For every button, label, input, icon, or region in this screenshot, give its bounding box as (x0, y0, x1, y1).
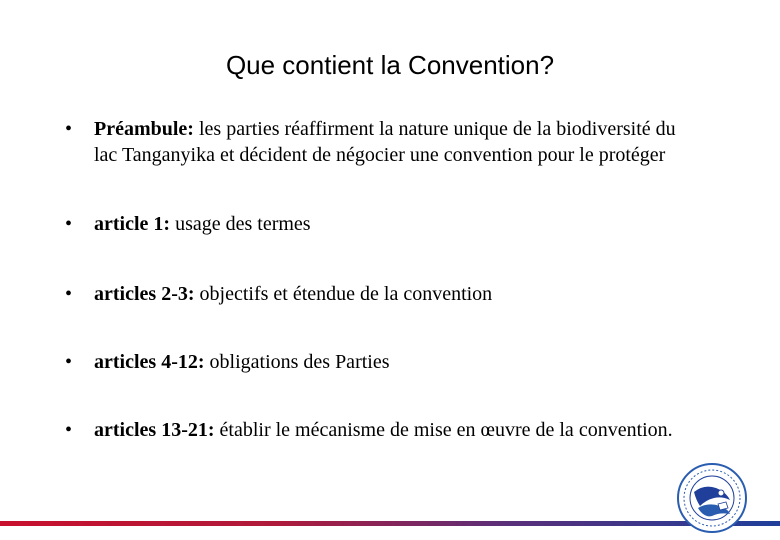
bullet-dot-icon: • (65, 351, 73, 373)
bullet-dot-icon: • (65, 118, 73, 140)
bullet-text: obligations des Parties (204, 351, 390, 373)
bullet-dot-icon: • (65, 419, 73, 441)
bullet-dot-icon: • (65, 213, 73, 235)
bullet-term: articles 4-12: (94, 351, 205, 373)
bullet-item-articles-2-3 (62, 281, 682, 307)
bullet-text: usage des termes (170, 213, 311, 235)
bullet-text: objectifs et étendue de la convention (194, 283, 493, 305)
footer-gradient-line (0, 521, 780, 526)
bullet-list (62, 116, 682, 443)
bullet-dot-icon: • (65, 283, 73, 305)
slide-title: Que contient la Convention? (225, 50, 555, 80)
bullet-item-articles-4-12 (62, 349, 682, 375)
bullet-term: Préambule: (94, 118, 194, 140)
bullet-item-articles-13-21 (62, 417, 682, 443)
bullet-item-preambule (62, 116, 682, 168)
bullet-term: articles 13-21: (94, 419, 215, 441)
bullet-term: article 1: (94, 213, 171, 235)
bullet-item-article-1 (62, 211, 682, 237)
bullet-term: articles 2-3: (94, 283, 195, 305)
bullet-text: les parties réaffirment la nature unique de la biodiversité du lac Tanganyika et décident de négocier une convention pour le protéger (94, 118, 676, 166)
lake-tanganyika-biodiversity-project-logo-icon (676, 462, 748, 534)
bullet-text: établir le mécanisme de mise en œuvre de la convention. (214, 419, 673, 441)
